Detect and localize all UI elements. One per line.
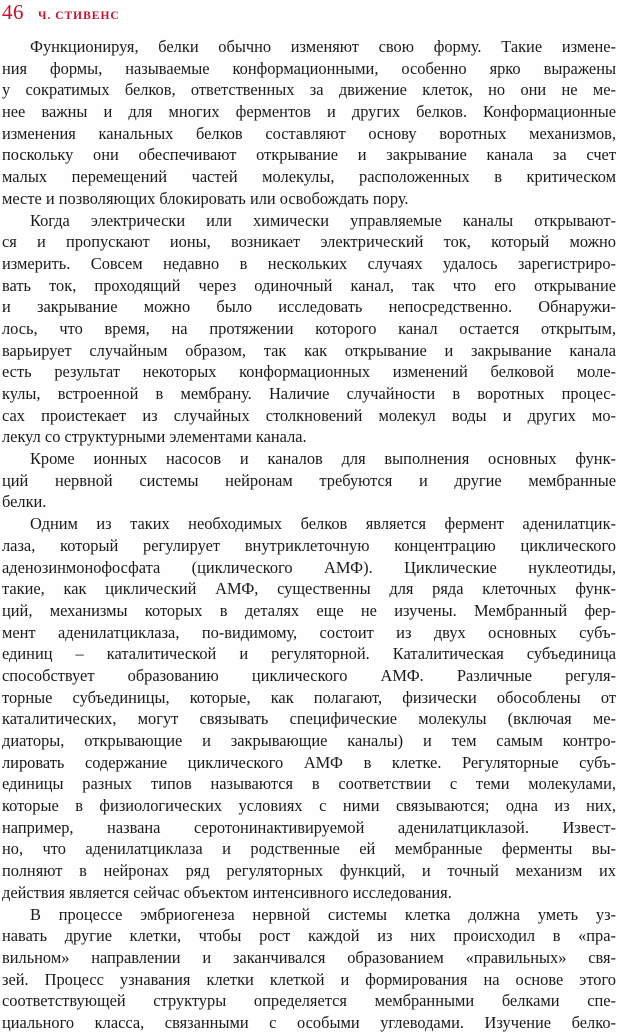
text-line: вать ток, проходящий через одиночный канал, так что его открывание [2, 275, 616, 295]
text-line: поскольку они обеспечивают открывание и закрывание канала за счет [2, 145, 616, 165]
text-line: ций, механизмы которых в деталях еще не изучены. Мембранный фер- [2, 600, 616, 620]
text-line: аденозинмонофосфата (циклического АМФ). Циклические нуклеотиды, [2, 557, 616, 577]
text-line: действия является сейчас объектом интенсивного исследования. [2, 882, 452, 902]
text-line: мент аденилатциклаза, по-видимому, состоит из двух основных субъ- [2, 622, 616, 642]
text-line: белки. [2, 492, 47, 512]
text-line: месте и позволяющих блокировать или освобождать пору. [2, 188, 409, 208]
body-text [2, 36, 616, 1034]
text-line: например, названа серотонинактивируемой аденилатциклазой. Извест- [2, 817, 616, 837]
text-line: изменения канальных белков составляют основу воротных механизмов, [2, 123, 616, 143]
text-line: малых перемещений частей молекулы, расположенных в критическом [2, 167, 616, 187]
text-line: есть результат некоторых конформационных изменений белковой моле- [2, 362, 616, 382]
text-line: кулы, встроенной в мембрану. Наличие случайности в воротных процес- [2, 384, 616, 403]
page-header [2, 0, 120, 26]
text-line: способствует образованию циклического АМФ. Различные регуля- [2, 665, 616, 685]
text-line: варьирует случайным образом, так как открывание и закрывание канала [2, 340, 616, 360]
text-line: лекул со структурными элементами канала. [2, 427, 307, 447]
paragraph [2, 904, 616, 1034]
text-line: ций нервной системы нейронам требуются и другие мембранные [2, 470, 616, 490]
text-line: ся и пропускают ионы, возникает электрический ток, который можно [2, 232, 616, 252]
text-line: измерить. Совсем недавно в нескольких случаях удалось зарегистриро- [2, 253, 616, 273]
running-head: Ч. СТИВЕНС [38, 10, 120, 22]
text-line: лаза, который регулирует внутриклеточную концентрацию циклического [2, 535, 616, 555]
text-line: лировать содержание циклического АМФ в клетке. Регуляторные субъ- [2, 752, 616, 772]
text-line: В процессе эмбриогенеза нервной системы клетка должна уметь уз- [30, 904, 616, 924]
text-line: у сократимых белков, ответственных за движение клеток, но они не ме- [2, 80, 616, 100]
text-line: но, что аденилатциклаза и родственные ей мембранные ферменты вы- [2, 839, 616, 859]
text-line: нее важны и для многих ферментов и других белков. Конформационные [2, 102, 616, 122]
text-line: Когда электрически или химически управляемые каналы открывают- [30, 210, 616, 230]
paragraph [2, 448, 616, 513]
page-number: 46 [2, 0, 24, 24]
paragraph [2, 513, 616, 903]
text-line: диаторы, открывающие и закрывающие каналы) и тем самым контро- [2, 731, 616, 750]
text-line: торные субъединицы, которые, как полагают, физически обособлены от [2, 687, 616, 707]
text-line: Кроме ионных насосов и каналов для выполнения основных функ- [30, 449, 616, 469]
text-line: которые в физиологических условиях с ними связываются; одна из них, [2, 796, 616, 816]
text-line: циального класса, связанными с особыми углеводами. Изучение белко- [2, 1012, 616, 1032]
paragraph [2, 210, 616, 449]
text-line: навать другие клетки, чтобы рост каждой из них происходил в «пра- [2, 926, 616, 946]
text-line: и закрывание можно было исследовать непосредственно. Обнаружи- [2, 297, 616, 317]
text-line: Одним из таких необходимых белков является фермент аденилатцик- [30, 514, 616, 534]
paragraph [2, 36, 616, 210]
text-line: каталитических, могут связывать специфические молекулы (включая ме- [2, 709, 616, 729]
text-line: ния формы, называемые конформационными, особенно ярко выражены [2, 58, 616, 78]
text-line: единиц – каталитической и регуляторной. Каталитическая субъединица [2, 644, 616, 664]
text-line: сах проистекает из случайных столкновений молекул воды и других мо- [2, 405, 616, 425]
text-line: вильном» направлении и заканчивался образованием «правильных» свя- [2, 947, 616, 967]
text-line: полняют в нейронах ряд регуляторных функций, и точный механизм их [2, 861, 616, 881]
text-line: такие, как циклический АМФ, существенны для ряда клеточных функ- [2, 579, 616, 599]
text-line: Функционируя, белки обычно изменяют свою форму. Такие измене- [30, 37, 616, 56]
text-line: соответствующей структуры определяется мембранными белками спе- [2, 991, 616, 1011]
text-line: зей. Процесс узнавания клетки клеткой и формирования на основе этого [2, 969, 616, 989]
text-line: единицы разных типов называются в соответствии с теми молекулами, [2, 774, 616, 794]
text-line: лось, что время, на протяжении которого канал остается открытым, [2, 318, 616, 338]
